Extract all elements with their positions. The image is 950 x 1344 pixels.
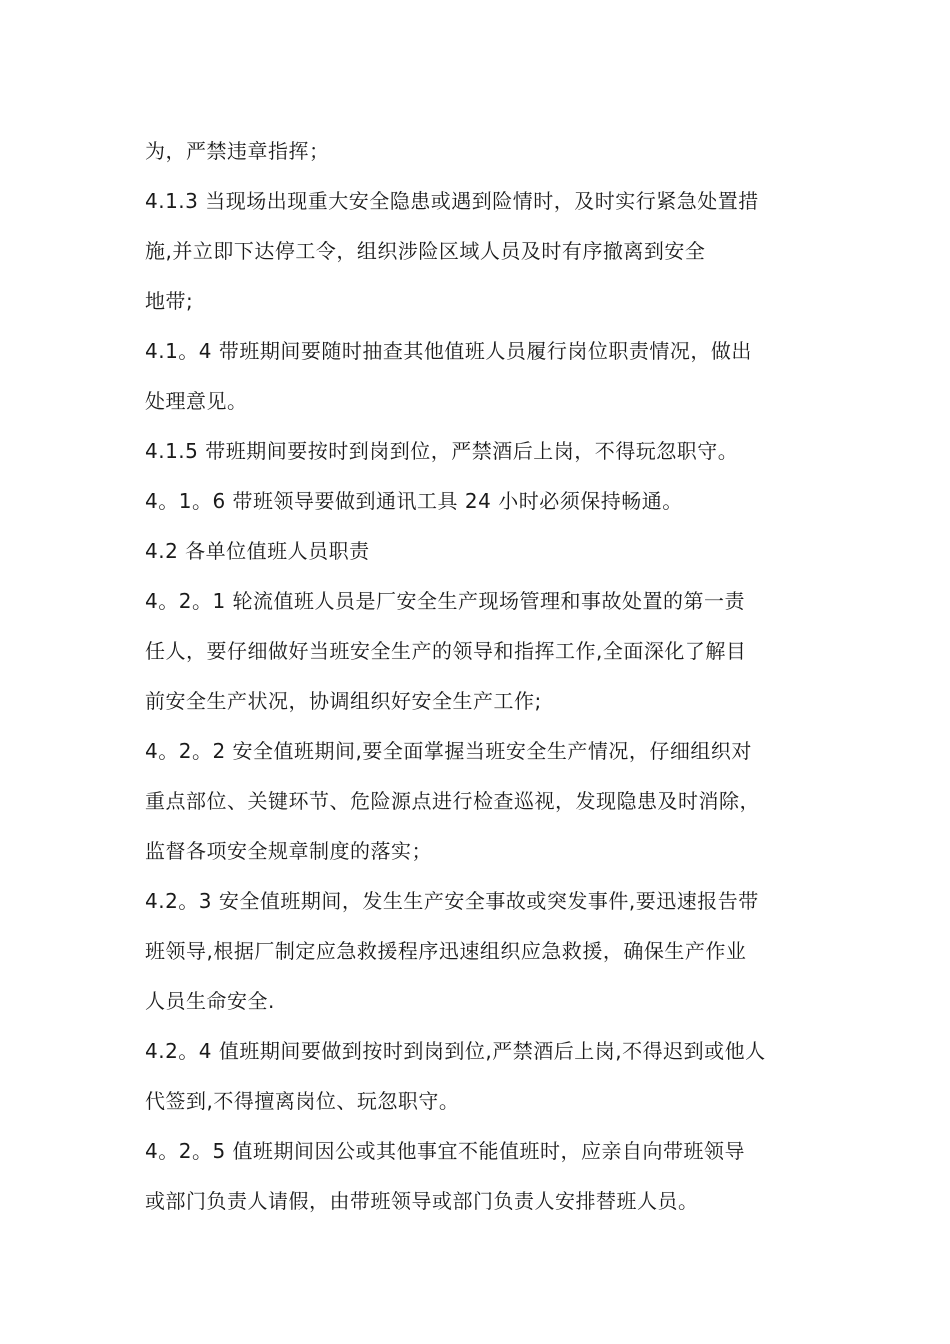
text-line-8: 4。1。6 带班领导要做到通讯工具 24 小时必须保持畅通。 [145,489,683,513]
text-line-10: 4。2。1 轮流值班人员是厂安全生产现场管理和事故处置的第一责 [145,589,746,613]
text-line-3: 施,并立即下达停工令，组织涉险区域人员及时有序撤离到安全 [145,239,706,263]
text-line-20: 代签到,不得擅离岗位、玩忽职守。 [145,1089,460,1113]
text-line-19: 4.2。4 值班期间要做到按时到岗到位,严禁酒后上岗,不得迟到或他人 [145,1039,766,1063]
text-line-13: 4。2。2 安全值班期间,要全面掌握当班安全生产情况，仔细组织对 [145,739,752,763]
text-line-9: 4.2 各单位值班人员职责 [145,539,370,563]
text-line-22: 或部门负责人请假，由带班领导或部门负责人安排替班人员。 [145,1189,699,1213]
text-line-4: 地带; [145,289,194,313]
text-line-15: 监督各项安全规章制度的落实； [145,839,432,863]
text-line-18: 人员生命安全. [145,989,275,1013]
text-line-11: 任人，要仔细做好当班安全生产的领导和指挥工作,全面深化了解目 [145,639,747,663]
text-line-2: 4.1.3 当现场出现重大安全隐患或遇到险情时，及时实行紧急处置措 [145,189,759,213]
text-line-17: 班领导,根据厂制定应急救援程序迅速组织应急救援，确保生产作业 [145,939,747,963]
text-line-1: 为，严禁违章指挥； [145,139,330,163]
text-line-6: 处理意见。 [145,389,248,413]
text-line-12: 前安全生产状况，协调组织好安全生产工作; [145,689,542,713]
text-line-21: 4。2。5 值班期间因公或其他事宜不能值班时，应亲自向带班领导 [145,1139,746,1163]
text-line-5: 4.1。4 带班期间要随时抽查其他值班人员履行岗位职责情况，做出 [145,339,752,363]
text-line-16: 4.2。3 安全值班期间，发生生产安全事故或突发事件,要迅速报告带 [145,889,759,913]
text-line-7: 4.1.5 带班期间要按时到岗到位，严禁酒后上岗，不得玩忽职守。 [145,439,739,463]
text-line-14: 重点部位、关键环节、危险源点进行检查巡视，发现隐患及时消除， [145,789,760,813]
